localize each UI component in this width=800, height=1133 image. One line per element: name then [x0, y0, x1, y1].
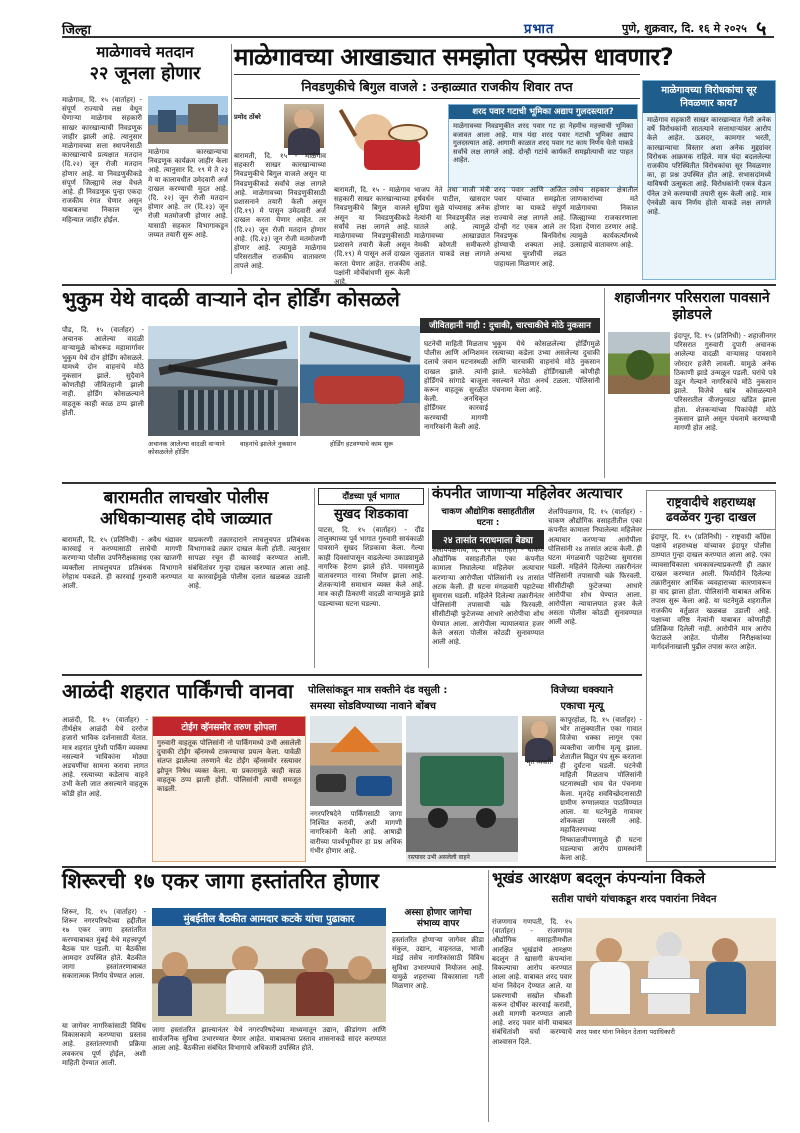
story-body: कापूरहोळ, दि. १५ (वार्ताहर) - भोर तालुक्यातील एका गावात विजेचा धक्का लागून एका व्यक्तीचा जागीच मृत्यू झाला. शेतातील विद्युत पंप सुरू करताना ही दुर्घटना घडली. घटनेची माहिती मिळताच पोलिसांनी घटनास्थळी धाव घेत पंचनामा केला. मृतदेह शवविच्छेदनासाठी ग्रामीण रुग्णालयात पाठविण्यात आला. या घटनेमुळे गावावर शोककळा पसरली आहे. महावितरणच्या निष्काळजीपणामुळे ही घटना घडल्याचा आरोप ग्रामस्थांनी केला आहे.: [560, 716, 642, 863]
story-shahajinagar: [608, 290, 776, 478]
story-malegaon-poll: [62, 44, 228, 274]
story-headline: शहाजीनगर परिसराला पावसाने झोडपले: [614, 290, 770, 323]
shirur-subhead: मुंबईतील बैठकीत आमदार कटके यांचा पुढाकार: [152, 908, 386, 928]
story-electrocution: [522, 680, 642, 862]
story-headline: कंपनीत जाणाऱ्या महिलेवर अत्याचार: [432, 486, 623, 502]
land-photo-caption: शरद पवार यांना निवेदन देताना पदाधिकारी: [576, 1028, 675, 1036]
masthead: [62, 18, 774, 38]
box-sharad-pawar: [448, 104, 638, 188]
story-land-reservation: [492, 870, 776, 910]
story-headline: बारामतीत लाचखोर पोलीस अधिकाऱ्यासह दोघे जाळ्यात: [100, 488, 272, 529]
story-body-col-2: याप्रकरणी तक्रारदाराने लाचलुचपत प्रतिबंधक विभागाकडे तक्रार दाखल केली होती. त्यानुसार सापळा रचून ही कारवाई करण्यात आली. संबंधितांवर गुन्हा दाखल करण्यात आला आहे. या कारवाईमुळे पोलीस दलात खळबळ उडाली आहे.: [188, 536, 310, 591]
story-headline-line-1: पोलिसांकडून मात्र सक्तीने दंड वसुली :: [306, 680, 516, 698]
story-kicker: माळेगावचे मतदान: [96, 43, 194, 61]
factory-photo: [148, 96, 228, 144]
box-no-casualty: [420, 318, 600, 334]
story-headline: शिरूरची १७ एकर जागा हस्तांतरित होणार: [62, 869, 379, 893]
sidebar-body: माळेगाव सहकारी साखर कारखान्यात गेली अनेक वर्षे विरोधकांनी सातत्याने सत्ताधाऱ्यांवर आरोप केले आहेत. ऊसदर, कामगार भरती, कारखान्याचा विस्तार अशा अनेक मुद्द्यांवर विरोधक आक्रमक राहिले. मात्र यंदा बदललेल्या राजकीय परिस्थितीत विरोधकांचा सूर निवळणार का, हा प्रश्न उपस्थित होत आहे. सभासदांमध्ये याविषयी उत्सुकता आहे. विरोधकांनी एकत्र येऊन पॅनेल उभे करण्याची तयारी सुरू केली आहे. मात्र ऐनवेळी काय निर्णय होतो याकडे लक्ष लागले आहे.: [647, 116, 771, 217]
photo-caption-2: वाहनांचे झालेले नुकसान: [240, 440, 296, 448]
lead-body-col-4: तसेच सहकार क्षेत्रातील जाणकारांच्या मते माळेगावचा निकाल जिल्ह्याच्या राजकारणाला दिशा देणारा ठरणार आहे. त्यामुळे कार्यकर्त्यांमध्ये उत्साहाचे वातावरण आहे.: [570, 186, 638, 250]
box-title: जीवितहानी नाही : दुचाकी, चारचाकीचे मोठे नुकसान: [420, 318, 600, 333]
shirur-body-col-2: या जागेवर नागरिकांसाठी विविध विकासकामे करण्याचा प्रस्ताव आहे. हस्तांतरणाची प्रक्रिया लवकरच पूर्ण होईल, अशी माहिती देण्यात आली.: [62, 1022, 146, 1067]
hoarding-photo-main: [148, 326, 298, 436]
story-subhead: सतीश पाचंगे यांचाकडून शरद पवारांना निवेदन: [551, 893, 717, 905]
box-title: टोईंग व्हॅनसमोर तरुण झोपला: [153, 717, 305, 736]
story-daund: [318, 488, 424, 666]
byline-name: प्रमोद ठोंबरे: [234, 113, 261, 121]
alandi-body-col-1: आळंदी, दि. १५ (वार्ताहर) - तीर्थक्षेत्र आळंदी येथे दररोज हजारो भाविक दर्शनासाठी येतात. मात्र शहरात पुरेशी पार्किंग व्यवस्था नसल्याने भाविकांना मोठ्या अडचणींचा सामना करावा लागत आहे. रस्त्याच्या कडेलाच वाहने उभी केली जात असल्याने वाहतूक कोंडी होत आहे.: [62, 716, 148, 798]
deceased-photo: [522, 716, 556, 756]
shirur-side-box: [392, 908, 484, 1122]
side-body: हस्तांतरित होणाऱ्या जागेवर क्रीडा संकुल, उद्यान, वाहनतळ, भाजी मंडई तसेच नागरिकांसाठी विविध सुविधा उभारण्याचे नियोजन आहे. यामुळे शहराच्या विकासाला गती मिळणार आहे.: [392, 936, 484, 991]
story-ncp-official: [646, 490, 776, 862]
bhukum-body-col-2: घटनेची माहिती मिळताच पोलीस आणि अग्निशमन दलाचे जवान घटनास्थळी दाखल झाले. त्यांनी होर्डिंगचे सांगाडे बाजूला करून वाहतूक सुरळीत केली. अनधिकृत होर्डिंगवर कारवाई करण्याची मागणी नागरिकांनी केली आहे.: [424, 340, 488, 431]
story-headline-line-2: एकाचा मृत्यू: [560, 701, 604, 712]
story-headline: भुकुम येथे वादळी वाऱ्याने दोन होर्डिंग कोसळले: [62, 287, 400, 311]
story-kicker: चाकण औद्योगिक वसाहतीतील घटना :: [441, 507, 535, 529]
police-fine-photo: [406, 716, 518, 862]
land-photo: [576, 918, 776, 1026]
lead-body-col-2: भाजप नेते तथा माजी मंत्री हर्षवर्धन पाटील, खासदार सुप्रिया सुळे यांच्यासह अनेक नेत्यांनी या निवडणुकीत लक्ष घातले आहे. त्यामुळे माळेगावच्या आखाड्यात नेमकी कोणती समीकरणे जुळतात याकडे लक्ष लागले आहे.: [414, 186, 490, 268]
story-headline: २२ जूनला होणार: [89, 62, 201, 84]
story-columns: [62, 96, 228, 274]
story-body-col-1: माळेगाव, दि. १५ (वार्ताहर) - संपूर्ण राज्याचे लक्ष वेधून घेणाऱ्या माळेगाव सहकारी साखर कारखान्याची निवडणूक जाहीर झाली आहे. त्यानुसार माळेगावच्या सत्ता स्थापनेसाठी कारखान्याचे प्रत्यक्षात मतदान (दि.२२) जून रोजी मतदान होणार आहे. या निवडणुकीकडे संपूर्ण जिल्ह्याचे लक्ष वेधले आहे. ही निवडणूक पुन्हा एकदा राजकीय रंगत घेणार असून याबाबतचा निकाल जून महिन्यात जाहीर होईल.: [62, 96, 142, 224]
issue-date: पुणे, शुक्रवार, दि. १६ मे २०२५: [622, 22, 747, 35]
story-baramati-police: [62, 488, 310, 664]
story-body-col-1: बारामती, दि. १५ (प्रतिनिधी) - अवैध धंद्यावर कारवाई न करण्यासाठी लाचेची मागणी करणाऱ्या पोलीस उपनिरीक्षकासह एका खाजगी व्यक्तीला लाचलुचपत प्रतिबंधक विभागाने रंगेहाथ पकडले. ही कारवाई गुरुवारी करण्यात आली.: [62, 536, 182, 591]
story-headline-line-2: समस्या सोडविण्याच्या नावाने बोंबच: [310, 701, 437, 712]
lead-illustration: [334, 100, 444, 180]
box-towing: [152, 716, 306, 862]
story-subhead: २४ तासांत नराधमाला बेड्या: [432, 530, 544, 549]
story-shirur: [62, 870, 486, 910]
mugshot-caption: मृत व्यक्ती: [526, 758, 552, 766]
box-title: शरद पवार गटाची भूमिका अद्याप गुलदस्त्यात?: [449, 105, 637, 119]
lead-body-col-1: बारामती, दि. १५ - माळेगाव सहकारी साखर कारखान्याच्या निवडणुकीचे बिगुल वाजले असून या निवडणुकीकडे सर्वांचे लक्ष लागले आहे. माळेगावच्या निवडणुकीसाठी प्रशासने तयारी केली असून (दि.१९) मे पासून अर्ज दाखल करता येणार आहेत. राजकीय पक्षांनी मोर्चेबांधणी सुरू केली आहे.: [334, 186, 410, 287]
story-kicker: दौंडच्या पूर्व भागात: [318, 488, 424, 505]
story-police-fine: [306, 680, 516, 714]
hoarding-photo-cars: [300, 326, 420, 436]
story-headline: आळंदी शहरात पार्किंगची वानवा: [62, 679, 294, 703]
story-body: इंदापूर, दि. १५ (प्रतिनिधी) - शहाजीनगर परिसरात गुरुवारी दुपारी अचानक आलेल्या वादळी वाऱ्यासह पावसाने जोरदार हजेरी लावली. यामुळे अनेक ठिकाणी झाडे उन्मळून पडली. घरांचे पत्रे उडून गेल्याने नागरिकांचे मोठे नुकसान झाले. विजेचे खांब कोसळल्याने परिसरातील वीजपुरवठा खंडित झाला होता. शेतकऱ्यांच्या पिकांचेही मोठे नुकसान झाले असून पंचनामे करण्याची मागणी होत आहे.: [674, 332, 776, 433]
photo-caption: रस्त्यावर उभी असलेली वाहने: [406, 852, 518, 862]
page-number: ५: [756, 16, 767, 40]
lead-body-col-3: शरद पवार आणि अजित पवार यांच्यात समझोता होणार का याकडे संपूर्ण राज्याचे लक्ष लागले आहे. दोन्ही गट एकत्र आले तर निवडणूक बिनविरोध होण्याची शक्यता आहे. अन्यथा चुरशीची लढत पाहायला मिळणार आहे.: [494, 186, 566, 268]
lead-headline: माळेगावच्या आखाड्यात समझोता एक्स्प्रेस धावणार?: [234, 43, 674, 71]
shirur-body-col-3: जागा हस्तांतरित झाल्यानंतर येथे नगरपरिषदेच्या माध्यमातून उद्यान, क्रीडांगण आणि सार्वजनिक सुविधा उभारण्यात येणार आहेत. याबाबतचा प्रस्ताव शासनाकडे सादर करण्यात आला आहे. बैठकीला संबंधित विभागाचे अधिकारी उपस्थित होते.: [152, 1026, 386, 1053]
section-label: जिल्हा: [62, 23, 91, 38]
sidebar-opposition: [642, 80, 776, 280]
story-headline: राष्ट्रवादीचे शहराध्यक्ष ढवळेंवर गुन्हा दाखल: [647, 491, 775, 530]
photo-caption-3: होर्डिंग हटवण्याचे काम सुरू: [330, 440, 394, 448]
box-body: माळेगावच्या निवडणुकीत शरद पवार गट हा नेहमीच महत्त्वाची भूमिका बजावत आला आहे. मात्र यंदा शरद पवार गटाची भूमिका अद्याप गुलदस्त्यात आहे. आगामी काळात शरद पवार गट काय निर्णय घेतो याकडे सर्वांचे लक्ष लागले आहे. दोन्ही गटांचे कार्यकर्ते समझोत्याची वाट पाहत आहेत.: [453, 122, 633, 165]
story-headline-line-1: विजेच्या धक्क्याने: [522, 680, 642, 698]
sidebar-title: माळेगावच्या विरोधकांचा सूर निवळणार काय?: [643, 81, 775, 113]
rain-photo: [608, 332, 670, 394]
story-headline: सुखद शिडकावा: [334, 507, 408, 522]
story-body: बारामती, दि. १५ - माळेगाव सहकारी साखर कारखान्याच्या निवडणुकीचे बिगुल वाजले असून या निवडणुकीकडे सर्वांचे लक्ष लागले आहे. माळेगावच्या निवडणुकीसाठी प्रशासनाने तयारी केली असून (दि.१९) मे पासून उमेदवारी अर्ज दाखल करता येणार आहेत. तर (दि.२२) जून रोजी मतदान होणार आहे. (दि.२३) जून रोजी मतमोजणी होणार आहे. त्यामुळे माळेगाव परिसरातील राजकीय वातावरण तापले आहे.: [234, 152, 326, 271]
shirur-body-col-1: शिरूर, दि. १५ (वार्ताहर) - शिरूर नगरपरिषदेच्या हद्दीतील १७ एकर जागा हस्तांतरित करण्याबाबत मुंबई येथे महत्त्वपूर्ण बैठक पार पडली. या बैठकीस आमदार उपस्थित होते. बैठकीत जागा हस्तांतरणाबाबत सकारात्मक निर्णय घेण्यात आला.: [62, 908, 146, 981]
box-body: गुरुवारी वाहतूक पोलिसांनी नो पार्किंगमध्ये उभी असलेली दुचाकी टोईंग व्हॅनमध्ये टाकण्याचा प्रयत्न केला. यावेळी संतप्त झालेल्या तरुणाने थेट टोईंग व्हॅनसमोर रस्त्यावर झोपून निषेध व्यक्त केला. या प्रकारामुळे काही काळ वाहतूक ठप्प झाली होती. पोलिसांनी त्याची समजूत काढली.: [157, 739, 301, 794]
newspaper-logo: प्रभात: [524, 22, 555, 37]
story-headline: भूखंड आरक्षण बदलून कंपन्यांना विकले: [492, 869, 705, 887]
box-no-casualty-body: भुकुम येथे कोसळलेल्या होर्डिंगमुळे रस्त्याच्या कडेला उभ्या असलेल्या दुचाकी आणि चारचाकी वाहनांचे मोठे नुकसान झाले. घटनेवेळी होर्डिंगखाली कोणीही नसल्याने मोठा अनर्थ टळला. पोलिसांनी पंचनामा केला आहे.: [492, 340, 600, 395]
alandi-body-col-2: नगरपरिषदेने पार्किंगसाठी जागा निश्चित करावी, अशी मागणी नागरिकांनी केली आहे. आषाढी वारीच्या पार्श्वभूमीवर हा प्रश्न अधिक गंभीर होणार आहे.: [310, 810, 402, 855]
story-chakan-body-right: शेलपिंपळगाव, दि. १५ (वार्ताहर) - चाकण औद्योगिक वसाहतीतील एका कंपनीत कामाला निघालेल्या महिलेवर अत्याचार करणाऱ्या आरोपीला पोलिसांनी २४ तासांत अटक केली. ही घटना मंगळवारी पहाटेच्या सुमारास घडली. महिलेने दिलेल्या तक्रारीनंतर पोलिसांनी तपासाची चक्रे फिरवली. सीसीटीव्ही फुटेजच्या आधारे आरोपीचा शोध घेण्यात आला. आरोपीला न्यायालयात हजर केले असता पोलीस कोठडी सुनावण्यात आली आहे.: [548, 508, 642, 627]
story-body: इंदापूर, दि. १५ (प्रतिनिधी) - राष्ट्रवादी काँग्रेस पक्षाचे शहराध्यक्ष यांच्यावर इंदापूर पोलीस ठाण्यात गुन्हा दाखल करण्यात आला आहे. एका व्यावसायिकाला धमकावल्याप्रकरणी ही तक्रार दाखल करण्यात आली. फिर्यादीने दिलेल्या तक्रारीनुसार आर्थिक व्यवहाराच्या कारणावरून हा वाद झाला होता. पोलिसांनी याबाबत अधिक तपास सुरू केला आहे. या घटनेमुळे शहरातील राजकीय वर्तुळात खळबळ उडाली आहे. पक्षाच्या वरिष्ठ नेत्यांनी याबाबत कोणतीही प्रतिक्रिया दिलेली नाही. आरोपीने मात्र आरोप फेटाळले आहेत. पोलीस निरीक्षकांच्या मार्गदर्शनाखाली पुढील तपास करत आहेत.: [651, 533, 771, 652]
story-alandi: [62, 680, 306, 720]
lead-subheadline: निवडणुकीचे बिगुल वाजले : उन्हाळ्यात राजकीय शिवार तप्त: [234, 74, 640, 99]
side-title: अस्सा होणार जागेचा संभाव्य वापर: [392, 908, 484, 933]
story-body: शेलपिंपळगाव, दि. १५ (वार्ताहर) - चाकण औद्योगिक वसाहतीतील एका कंपनीत कामाला निघालेल्या महिलेवर अत्याचार करणाऱ्या आरोपीला पोलिसांनी २४ तासांत अटक केली. ही घटना मंगळवारी पहाटेच्या सुमारास घडली. महिलेने दिलेल्या तक्रारीनंतर पोलिसांनी तपासाची चक्रे फिरवली. सीसीटीव्ही फुटेजच्या आधारे आरोपीचा शोध घेण्यात आला. आरोपीला न्यायालयात हजर केले असता पोलीस कोठडी सुनावण्यात आली आहे.: [432, 546, 544, 647]
story-body: पाटस, दि. १५ (वार्ताहर) - दौंड तालुक्याच्या पूर्व भागात गुरुवारी सायंकाळी पावसाने सुखद शिडकावा केला. गेल्या काही दिवसांपासून वाढलेल्या उकाड्यामुळे नागरिक हैराण झाले होते. पावसामुळे वातावरणात गारवा निर्माण झाला आहे. शेतकऱ्यांनी समाधान व्यक्त केले आहे. मात्र काही ठिकाणी वादळी वाऱ्यामुळे झाडे पडल्याच्या घटना घडल्या.: [318, 526, 424, 608]
shirur-meeting-photo: [152, 926, 386, 1022]
alandi-photo: [310, 716, 402, 806]
photo-caption-1: अचानक आलेल्या वादळी वाऱ्याने कोसळलेले होर्डिंग: [148, 440, 225, 456]
bhukum-body-col-1: पौड, दि. १५ (वार्ताहर) - अचानक आलेल्या वादळी वाऱ्यामुळे कोथरूड महामार्गावर भुकुम येथे दोन होर्डिंग कोसळले. यामध्ये दोन वाहनांचे मोठे नुकसान झाले. सुदैवाने कोणतीही जीवितहानी झाली नाही. होर्डिंग कोसळल्याने वाहतूक काही काळ ठप्प झाली होती.: [62, 326, 144, 417]
land-body: रांजणगाव गणपती, दि. १५ (वार्ताहर) - रांजणगाव औद्योगिक वसाहतीमधील आरक्षित भूखंडांचे आरक्षण बदलून ते खासगी कंपन्यांना विकल्याचा आरोप करण्यात आला आहे. याबाबत शरद पवार यांना निवेदन देण्यात आले. या प्रकरणाची सखोल चौकशी करून दोषींवर कारवाई करावी, अशी मागणी करण्यात आली आहे. शरद पवार यांनी याबाबत संबंधितांशी चर्चा करण्याचे आश्वासन दिले.: [492, 918, 572, 1046]
story-body-col-2: माळेगाव कारखान्याचा निवडणूक कार्यक्रम जाहीर केला आहे. त्यानुसार दि. १९ मे ते २३ मे या कालावधीत उमेदवारी अर्ज दाखल करण्याची मुदत आहे. (दि. २२) जून रोजी मतदान होणार आहे. तर (दि.२३) जून रोजी मतमोजणी होणार आहे. यासाठी सहकार विभागाकडून जय्यत तयारी सुरू आहे.: [148, 148, 228, 239]
